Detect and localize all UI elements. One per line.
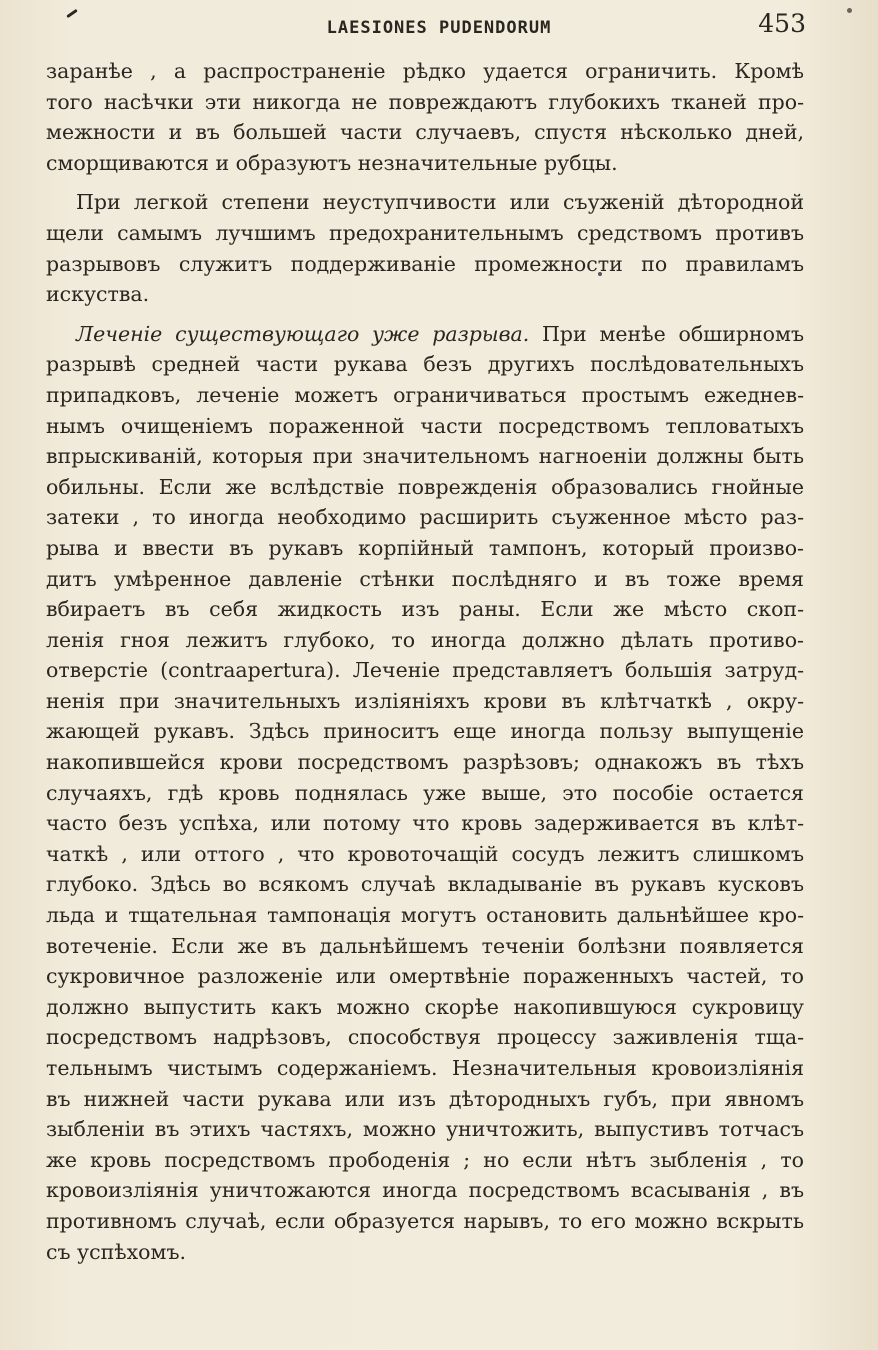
- text-line: сукровичное разложеніе или омертвѣніе пораженныхъ частей, то: [46, 964, 804, 989]
- paragraph-3: [46, 319, 804, 1267]
- text-line: зыбленіи въ этихъ частяхъ, можно уничтожить, выпустивъ тотчасъ: [46, 1117, 804, 1142]
- text-line: искуства.: [46, 282, 150, 307]
- paragraph-1: [46, 56, 804, 178]
- text-line: разрывѣ средней части рукава безъ другихъ послѣдовательныхъ: [46, 352, 804, 377]
- text-line: накопившейся крови посредствомъ разрѣзовъ; однакожъ въ тѣхъ: [46, 750, 804, 775]
- text-line: вбираетъ въ себя жидкость изъ раны. Если же мѣсто скоп-: [46, 597, 804, 622]
- paragraph-2: [46, 187, 804, 309]
- text-line: кровоизліянія уничтожаются иногда посредствомъ всасыванія , въ: [46, 1178, 804, 1203]
- text-line: сморщиваются и образуютъ незначительные рубцы.: [46, 150, 618, 175]
- text-line: [46, 319, 804, 350]
- text-line: ленія гноя лежитъ глубоко, то иногда должно дѣлать противо-: [46, 627, 804, 652]
- text-line: часто безъ успѣха, или потому что кровь задерживается въ клѣт-: [46, 811, 804, 836]
- text-line: разрывовъ служитъ поддерживаніе промежности по правиламъ: [46, 251, 804, 276]
- text-line: вотеченіе. Если же въ дальнѣйшемъ теченіи болѣзни появляется: [46, 933, 804, 958]
- text-line: глубоко. Здѣсь во всякомъ случаѣ вкладываніе въ рукавъ кусковъ: [46, 872, 804, 897]
- ink-mark: [66, 9, 78, 18]
- text-line: затеки , то иногда необходимо расширить съуженное мѣсто раз-: [46, 505, 804, 530]
- text-line: При легкой степени неуступчивости или съуженій дѣтородной: [76, 190, 804, 215]
- text-line: щели самымъ лучшимъ предохранительнымъ средствомъ противъ: [46, 220, 804, 245]
- text-line: противномъ случаѣ, если образуется нарывъ, то его можно вскрыть: [46, 1208, 804, 1233]
- text-line: заранѣе , а распространеніе рѣдко удается ограничить. Кромѣ: [46, 59, 804, 83]
- page-speck: [847, 8, 852, 13]
- text-line: обильны. Если же вслѣдствіе поврежденія образовались гнойные: [46, 474, 804, 499]
- text-line: ненія при значительныхъ изліяніяхъ крови въ клѣтчаткѣ , окру-: [46, 688, 804, 713]
- text-line: съ успѣхомъ.: [46, 1239, 187, 1264]
- text-line: рыва и ввести въ рукавъ корпійный тампонъ, который произво-: [46, 535, 804, 560]
- text-line: должно выпустить какъ можно скорѣе накопившуюся сукровицу: [46, 994, 804, 1019]
- text-line: нымъ очищеніемъ пораженной части посредствомъ тепловатыхъ: [46, 413, 804, 438]
- text-line: случаяхъ, гдѣ кровь поднялась уже выше, это пособіе остается: [46, 780, 804, 805]
- text-line: отверстіе (contraapertura). Леченіе представляетъ большія затруд-: [46, 658, 804, 683]
- text-line: того насѣчки эти никогда не повреждаютъ глубокихъ тканей про-: [46, 89, 804, 114]
- text-line-rest: При менѣе обширномъ: [529, 321, 804, 346]
- text-line: дитъ умѣренное давленіе стѣнки послѣдняго и въ тоже время: [46, 566, 804, 591]
- text-line: впрыскиваній, которыя при значительномъ нагноеніи должны быть: [46, 444, 804, 469]
- text-line: же кровь посредствомъ прободенія ; но если нѣтъ зыбленія , то: [46, 1147, 804, 1172]
- body-text: [46, 56, 804, 1267]
- italic-heading: Леченіе существующаго уже разрыва.: [76, 321, 530, 346]
- text-line: припадковъ, леченіе можетъ ограничиваться простымъ ежеднев-: [46, 382, 804, 407]
- text-line: въ нижней части рукава или изъ дѣтородныхъ губъ, при явномъ: [46, 1086, 804, 1111]
- text-line: тельнымъ чистымъ содержаніемъ. Незначительныя кровоизліянія: [46, 1056, 804, 1080]
- text-line: льда и тщательная тампонація могутъ остановить дальнѣйшее кро-: [46, 903, 804, 928]
- text-line: чаткѣ , или оттого , что кровоточащій сосудъ лежитъ слишкомъ: [46, 841, 804, 866]
- text-line: межности и въ большей части случаевъ, спустя нѣсколько дней,: [46, 120, 804, 145]
- running-header: LAESIONES PUDENDORUM: [326, 18, 552, 38]
- text-line: жающей рукавъ. Здѣсь приноситъ еще иногда пользу выпущеніе: [46, 719, 804, 744]
- text-line: посредствомъ надрѣзовъ, способствуя процессу заживленія тща-: [46, 1025, 804, 1050]
- page-number: 453: [758, 9, 806, 38]
